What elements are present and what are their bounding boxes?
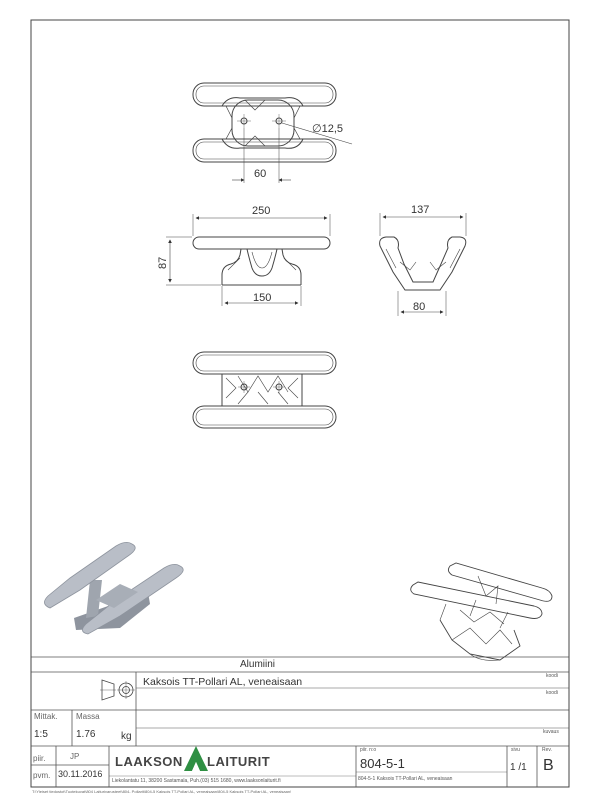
koodi-label-1: koodi (546, 673, 558, 679)
revision-value: B (543, 757, 554, 774)
product-name: Kaksois TT-Pollari AL, veneaisaan (143, 676, 303, 688)
date-label: pvm. (33, 771, 51, 780)
sheet-value: 1 /1 (510, 762, 527, 773)
drawing-number: 804-5-1 (360, 756, 405, 771)
sheet-label: sivu (511, 747, 520, 753)
company-address: Liekolantatu 11, 38200 Sastamala, Puh.(03) 515 1680, www.laaksonlaiturit.fi (112, 778, 281, 784)
mass-unit: kg (121, 731, 132, 742)
front-view (166, 214, 330, 306)
projection-symbol-icon (100, 680, 135, 700)
revision-label: Rev. (542, 747, 552, 753)
company-logo-icon (184, 746, 208, 771)
kuvaus-label: kuvaus (543, 729, 559, 735)
dim-base-width: 80 (413, 301, 426, 313)
material-text: Alumiini (240, 659, 276, 670)
dim-width: 137 (411, 204, 430, 216)
iso-view-wireframe (411, 563, 552, 660)
dim-height: 87 (157, 256, 169, 269)
drawing-number-label: piir. n:o (360, 747, 377, 753)
iso-view-shaded (44, 542, 183, 634)
company-name-part1: LAAKSON (115, 754, 183, 769)
drafter-value: JP (70, 752, 80, 761)
file-path: T:\Yleiset tiedostot\Tuotekuvat\804 Laiturivarusteet\804- Pollarit\804-5 Kaksois TT-Pollari AL, veneaisaan\804-5 Kaksois TT-Pollari AL, veneaisaan\ (32, 789, 292, 794)
dim-hole-diameter: ∅12,5 (312, 123, 343, 135)
scale-label: Mittak. (34, 712, 58, 721)
date-value: 30.11.2016 (58, 769, 103, 779)
company-name-part2: LAITURIT (207, 754, 271, 769)
koodi-label-2: koodi (546, 690, 558, 696)
scale-value: 1:5 (34, 729, 48, 740)
drafter-label: piir. (33, 754, 46, 763)
bottom-view (193, 352, 336, 428)
dim-hole-spacing: 60 (254, 168, 267, 180)
mass-label: Massa (76, 712, 100, 721)
dim-base-length: 150 (253, 292, 272, 304)
drawing-description: 804-5-1 Kaksois TT-Pollari AL, veneaisaan (358, 776, 453, 782)
dim-length: 250 (252, 205, 271, 217)
mass-value: 1.76 (76, 729, 96, 740)
